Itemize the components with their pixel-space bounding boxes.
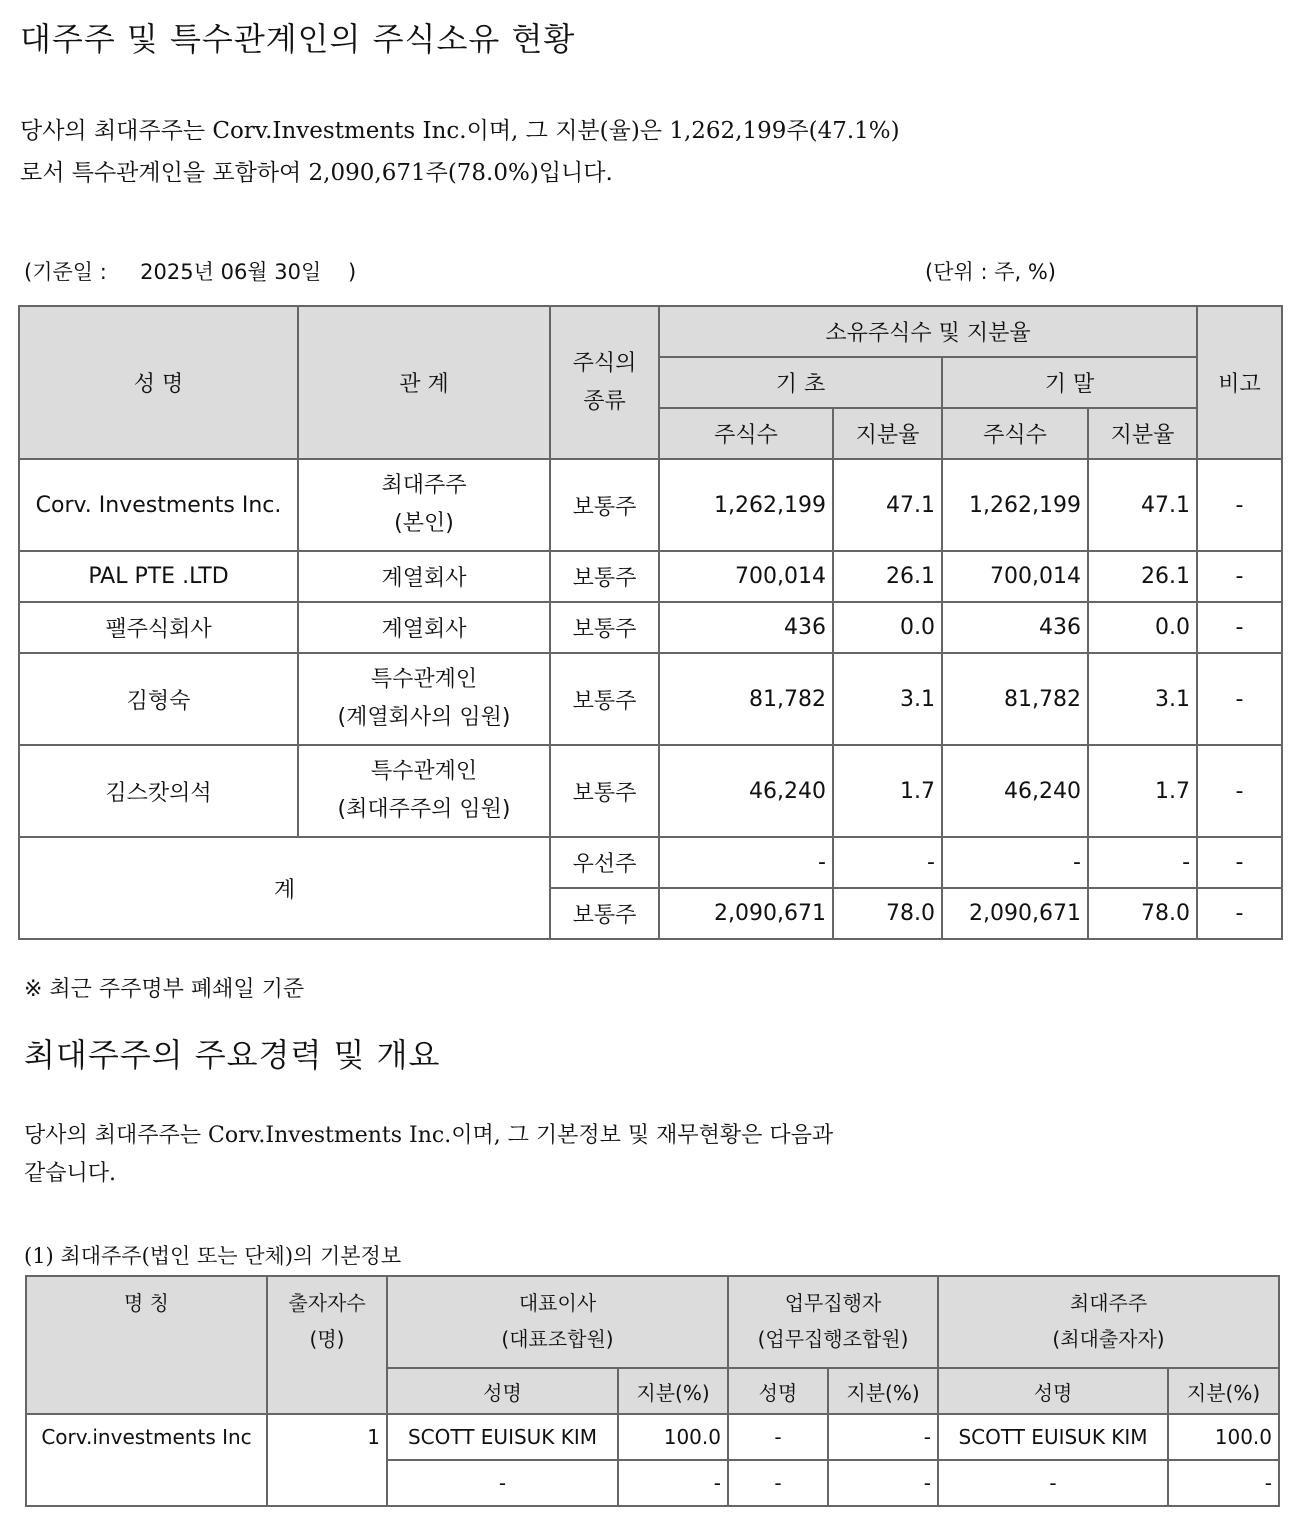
row-end-shares: 81,782	[942, 653, 1088, 745]
total-common-begin-ratio: 78.0	[833, 888, 942, 939]
t2-row2-ceo-pct: -	[618, 1460, 728, 1506]
row-relation	[298, 745, 550, 837]
header-begin-ratio: 지분율	[833, 408, 942, 459]
row-name: 김스캇의석	[19, 745, 298, 837]
row-begin-shares: 46,240	[659, 745, 833, 837]
table-row	[19, 551, 1282, 602]
section2-subtitle: (1) 최대주주(법인 또는 단체)의 기본정보	[24, 1244, 402, 1268]
header-stock-type-line1: 주식의	[572, 350, 637, 376]
row-relation	[298, 653, 550, 745]
total-label: 계	[19, 837, 550, 939]
t2-header-ceo-line2: (대표조합원)	[501, 1327, 614, 1351]
section2-intro-line1: 당사의 최대주주는 Corv.Investments Inc.이며, 그 기본정보 및 재무현황은 다음과	[24, 1123, 834, 1148]
row-remark: -	[1197, 653, 1282, 745]
row-name: PAL PTE .LTD	[19, 551, 298, 602]
header-relation: 관 계	[298, 306, 550, 459]
t2-row-exec-pct: -	[828, 1414, 938, 1460]
total-common-type: 보통주	[550, 888, 659, 939]
t2-header-major-person: 성명	[938, 1368, 1168, 1414]
t2-header-ceo-person: 성명	[387, 1368, 618, 1414]
t2-row2-major-name: -	[938, 1460, 1168, 1506]
major-shareholder-table	[25, 1275, 1280, 1507]
t2-header-exec-pct: 지분(%)	[828, 1368, 938, 1414]
total-pref-type: 우선주	[550, 837, 659, 888]
row-relation: 계열회사	[298, 551, 550, 602]
t2-header-major-pct: 지분(%)	[1168, 1368, 1279, 1414]
unit-label: (단위 : 주, %)	[925, 260, 1056, 284]
row-begin-shares: 700,014	[659, 551, 833, 602]
row-end-ratio: 47.1	[1088, 459, 1197, 551]
row-end-ratio: 0.0	[1088, 602, 1197, 653]
row-relation-line1: 특수관계인	[370, 759, 478, 784]
row-type: 보통주	[550, 602, 659, 653]
row-end-shares: 700,014	[942, 551, 1088, 602]
total-common-begin-shares: 2,090,671	[659, 888, 833, 939]
row-end-shares: 46,240	[942, 745, 1088, 837]
t2-row-major-pct: 100.0	[1168, 1414, 1279, 1460]
table-row	[26, 1414, 1279, 1460]
t2-header-major-line2: (최대출자자)	[1052, 1327, 1165, 1351]
row-type: 보통주	[550, 551, 659, 602]
t2-row2-major-pct: -	[1168, 1460, 1279, 1506]
section1-intro	[20, 110, 900, 194]
row-begin-ratio: 47.1	[833, 459, 942, 551]
row-begin-ratio: 0.0	[833, 602, 942, 653]
header-stock-type	[550, 306, 659, 459]
total-row-preferred	[19, 837, 1282, 888]
total-pref-end-shares: -	[942, 837, 1088, 888]
total-common-end-ratio: 78.0	[1088, 888, 1197, 939]
section2-intro	[24, 1117, 833, 1193]
header-stock-type-line2: 종류	[583, 388, 626, 414]
t2-row2-exec-name: -	[728, 1460, 828, 1506]
row-end-shares: 1,262,199	[942, 459, 1088, 551]
intro-line-2: 로서 특수관계인을 포함하여 2,090,671주(78.0%)입니다.	[20, 160, 613, 186]
total-common-end-shares: 2,090,671	[942, 888, 1088, 939]
total-pref-begin-shares: -	[659, 837, 833, 888]
section2-intro-line2: 같습니다.	[24, 1161, 117, 1186]
row-end-ratio: 26.1	[1088, 551, 1197, 602]
t2-header-ceo-line1: 대표이사	[518, 1291, 597, 1315]
t2-row2-ceo-name: -	[387, 1460, 618, 1506]
t2-header-investors	[267, 1276, 387, 1414]
t2-row-name: Corv.investments Inc	[26, 1414, 267, 1506]
t2-header-investors-line2: (명)	[309, 1327, 345, 1351]
header-end-ratio: 지분율	[1088, 408, 1197, 459]
row-type: 보통주	[550, 745, 659, 837]
row-end-shares: 436	[942, 602, 1088, 653]
table-note: ※ 최근 주주명부 폐쇄일 기준	[24, 977, 305, 1002]
row-relation-line2: (계열회사의 임원)	[337, 705, 511, 730]
row-remark: -	[1197, 745, 1282, 837]
table-row	[19, 459, 1282, 551]
t2-row-exec-name: -	[728, 1414, 828, 1460]
row-remark: -	[1197, 602, 1282, 653]
row-begin-shares: 1,262,199	[659, 459, 833, 551]
row-name: 팰주식회사	[19, 602, 298, 653]
row-end-ratio: 1.7	[1088, 745, 1197, 837]
header-begin-shares: 주식수	[659, 408, 833, 459]
t2-header-investors-line1: 출자자수	[288, 1291, 366, 1315]
t2-row-ceo-pct: 100.0	[618, 1414, 728, 1460]
section1-title: 대주주 및 특수관계인의 주식소유 현황	[20, 20, 576, 58]
t2-header-exec-person: 성명	[728, 1368, 828, 1414]
t2-header-exec-line2: (업무집행조합원)	[757, 1327, 909, 1351]
t2-header-major-line1: 최대주주	[1069, 1291, 1148, 1315]
row-remark: -	[1197, 551, 1282, 602]
table-row	[19, 653, 1282, 745]
row-relation	[298, 459, 550, 551]
row-begin-ratio: 3.1	[833, 653, 942, 745]
row-type: 보통주	[550, 653, 659, 745]
t2-row-investors: 1	[267, 1414, 387, 1506]
t2-header-ceo	[387, 1276, 728, 1368]
row-begin-shares: 81,782	[659, 653, 833, 745]
total-pref-end-ratio: -	[1088, 837, 1197, 888]
t2-header-exec	[728, 1276, 938, 1368]
row-begin-ratio: 26.1	[833, 551, 942, 602]
total-pref-begin-ratio: -	[833, 837, 942, 888]
t2-header-exec-line1: 업무집행자	[784, 1291, 882, 1315]
row-name: 김형숙	[19, 653, 298, 745]
table-row	[19, 745, 1282, 837]
header-begin: 기 초	[659, 357, 942, 408]
row-type: 보통주	[550, 459, 659, 551]
header-end-shares: 주식수	[942, 408, 1088, 459]
total-pref-remark: -	[1197, 837, 1282, 888]
row-relation-line1: 최대주주	[381, 473, 467, 498]
table-row	[19, 602, 1282, 653]
header-end: 기 말	[942, 357, 1197, 408]
row-begin-shares: 436	[659, 602, 833, 653]
row-relation-line1: 특수관계인	[370, 667, 478, 692]
total-common-remark: -	[1197, 888, 1282, 939]
row-relation-line2: (최대주주의 임원)	[337, 797, 511, 822]
row-begin-ratio: 1.7	[833, 745, 942, 837]
header-remark: 비고	[1197, 306, 1282, 459]
row-relation: 계열회사	[298, 602, 550, 653]
row-end-ratio: 3.1	[1088, 653, 1197, 745]
t2-row2-exec-pct: -	[828, 1460, 938, 1506]
t2-header-name: 명 칭	[26, 1276, 267, 1414]
row-remark: -	[1197, 459, 1282, 551]
intro-line-1: 당사의 최대주주는 Corv.Investments Inc.이며, 그 지분(율)은 1,262,199주(47.1%)	[20, 118, 900, 144]
row-name: Corv. Investments Inc.	[19, 459, 298, 551]
header-name: 성 명	[19, 306, 298, 459]
row-relation-line2: (본인)	[394, 511, 454, 536]
section2-title: 최대주주의 주요경력 및 개요	[24, 1036, 441, 1074]
shareholder-table	[18, 305, 1283, 940]
header-holdings: 소유주식수 및 지분율	[659, 306, 1197, 357]
base-date: (기준일 : 2025년 06월 30일 )	[24, 260, 357, 284]
t2-header-major	[938, 1276, 1279, 1368]
t2-row-ceo-name: SCOTT EUISUK KIM	[387, 1414, 618, 1460]
t2-header-ceo-pct: 지분(%)	[618, 1368, 728, 1414]
t2-row-major-name: SCOTT EUISUK KIM	[938, 1414, 1168, 1460]
